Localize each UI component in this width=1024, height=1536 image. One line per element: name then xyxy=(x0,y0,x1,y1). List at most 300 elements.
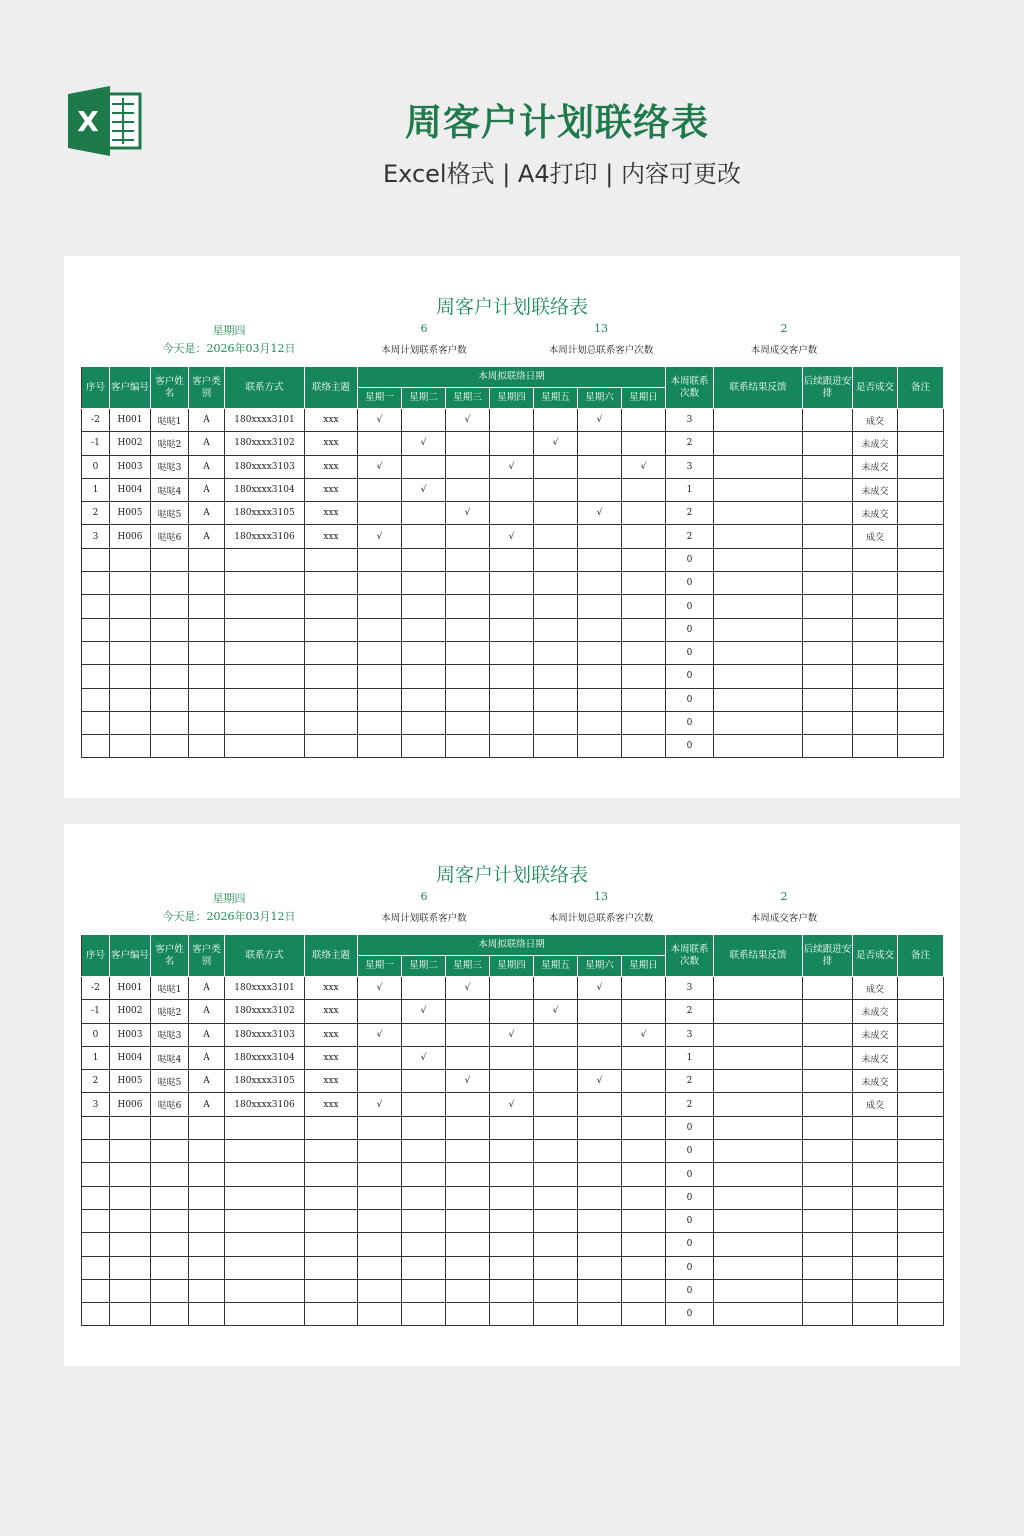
type-cell xyxy=(189,1303,225,1326)
day-mark-cell xyxy=(534,1023,578,1046)
day-mark-cell xyxy=(490,1070,534,1093)
day-mark-cell xyxy=(446,665,490,688)
day-mark-cell: √ xyxy=(622,455,666,478)
day-mark-cell xyxy=(402,548,446,571)
day-mark-cell xyxy=(446,548,490,571)
day-mark-cell xyxy=(446,1093,490,1116)
day-mark-cell xyxy=(358,1070,402,1093)
topic-cell: xxx xyxy=(305,1093,358,1116)
col-feedback: 联系结果反馈 xyxy=(714,935,803,977)
col-count: 本周联系次数 xyxy=(666,367,714,409)
topic-cell xyxy=(305,711,358,734)
deal-cell xyxy=(853,572,898,595)
day-mark-cell xyxy=(578,1233,622,1256)
seq-cell: 3 xyxy=(82,1093,110,1116)
col-day: 星期三 xyxy=(446,956,490,977)
col-day: 星期日 xyxy=(622,388,666,409)
contact-cell: 180xxxx3103 xyxy=(225,455,305,478)
day-mark-cell xyxy=(446,1256,490,1279)
day-mark-cell xyxy=(402,502,446,525)
day-mark-cell xyxy=(578,1163,622,1186)
day-mark-cell xyxy=(402,665,446,688)
topic-cell xyxy=(305,1303,358,1326)
col-name: 客户姓名 xyxy=(151,367,189,409)
day-mark-cell xyxy=(402,1023,446,1046)
day-mark-cell xyxy=(622,1163,666,1186)
code-cell xyxy=(110,572,151,595)
day-mark-cell xyxy=(534,1186,578,1209)
day-mark-cell xyxy=(446,711,490,734)
table-row xyxy=(82,595,944,618)
remark-cell xyxy=(898,1279,944,1302)
code-cell xyxy=(110,735,151,758)
name-cell xyxy=(151,641,189,664)
day-mark-cell: √ xyxy=(446,409,490,432)
remark-cell xyxy=(898,478,944,501)
seq-cell xyxy=(82,1116,110,1139)
table-row xyxy=(82,977,944,1000)
day-mark-cell xyxy=(578,735,622,758)
day-mark-cell xyxy=(622,711,666,734)
type-cell: A xyxy=(189,432,225,455)
feedback-cell xyxy=(714,409,803,432)
seq-cell: -1 xyxy=(82,1000,110,1023)
name-cell xyxy=(151,572,189,595)
day-mark-cell xyxy=(402,1209,446,1232)
topic-cell xyxy=(305,665,358,688)
remark-cell xyxy=(898,1163,944,1186)
contact-cell xyxy=(225,1140,305,1163)
day-mark-cell xyxy=(402,1093,446,1116)
day-mark-cell xyxy=(622,1046,666,1069)
day-mark-cell xyxy=(358,1303,402,1326)
code-cell: H006 xyxy=(110,525,151,548)
code-cell xyxy=(110,595,151,618)
seq-cell: -1 xyxy=(82,432,110,455)
name-cell xyxy=(151,665,189,688)
day-mark-cell xyxy=(358,1140,402,1163)
code-cell: H001 xyxy=(110,977,151,1000)
remark-cell xyxy=(898,618,944,641)
topic-cell xyxy=(305,1116,358,1139)
day-mark-cell xyxy=(490,595,534,618)
day-mark-cell xyxy=(622,1140,666,1163)
col-name: 客户姓名 xyxy=(151,935,189,977)
deal-cell xyxy=(853,548,898,571)
contact-cell xyxy=(225,1163,305,1186)
feedback-cell xyxy=(714,1303,803,1326)
name-cell xyxy=(151,1279,189,1302)
followup-cell xyxy=(803,688,853,711)
day-mark-cell xyxy=(446,1303,490,1326)
contact-cell xyxy=(225,595,305,618)
contact-cell xyxy=(225,1256,305,1279)
day-mark-cell xyxy=(402,1186,446,1209)
col-topic: 联络主题 xyxy=(305,935,358,977)
planned-contacts-value: 13 xyxy=(594,322,608,335)
day-mark-cell xyxy=(402,1140,446,1163)
followup-cell xyxy=(803,572,853,595)
feedback-cell xyxy=(714,525,803,548)
topic-cell: xxx xyxy=(305,432,358,455)
day-mark-cell xyxy=(490,1303,534,1326)
contact-cell xyxy=(225,1233,305,1256)
day-mark-cell xyxy=(534,735,578,758)
remark-cell xyxy=(898,688,944,711)
table-row xyxy=(82,1163,944,1186)
day-mark-cell xyxy=(622,1000,666,1023)
feedback-cell xyxy=(714,665,803,688)
day-mark-cell xyxy=(578,688,622,711)
count-cell: 0 xyxy=(666,1233,714,1256)
followup-cell xyxy=(803,1116,853,1139)
day-mark-cell xyxy=(446,618,490,641)
remark-cell xyxy=(898,1209,944,1232)
count-cell: 3 xyxy=(666,455,714,478)
code-cell xyxy=(110,618,151,641)
followup-cell xyxy=(803,478,853,501)
planned-contacts-label: 本周计划总联系客户次数 xyxy=(548,345,654,356)
remark-cell xyxy=(898,1023,944,1046)
feedback-cell xyxy=(714,1163,803,1186)
day-mark-cell xyxy=(358,711,402,734)
feedback-cell xyxy=(714,711,803,734)
day-mark-cell xyxy=(534,525,578,548)
code-cell xyxy=(110,1279,151,1302)
day-mark-cell xyxy=(402,409,446,432)
day-mark-cell xyxy=(534,1070,578,1093)
table-row xyxy=(82,641,944,664)
deal-cell xyxy=(853,711,898,734)
type-cell xyxy=(189,572,225,595)
day-mark-cell xyxy=(578,525,622,548)
followup-cell xyxy=(803,1093,853,1116)
sheet-2 xyxy=(64,824,960,1366)
type-cell: A xyxy=(189,977,225,1000)
remark-cell xyxy=(898,1000,944,1023)
day-mark-cell: √ xyxy=(490,525,534,548)
deal-cell xyxy=(853,735,898,758)
contact-cell: 180xxxx3104 xyxy=(225,1046,305,1069)
deal-cell xyxy=(853,641,898,664)
day-mark-cell xyxy=(622,525,666,548)
remark-cell xyxy=(898,432,944,455)
day-mark-cell xyxy=(490,688,534,711)
name-cell xyxy=(151,735,189,758)
type-cell: A xyxy=(189,478,225,501)
day-mark-cell xyxy=(622,595,666,618)
code-cell xyxy=(110,1233,151,1256)
type-cell xyxy=(189,665,225,688)
day-mark-cell: √ xyxy=(490,1093,534,1116)
col-day: 星期日 xyxy=(622,956,666,977)
name-cell: 哒哒6 xyxy=(151,1093,189,1116)
day-mark-cell xyxy=(578,1000,622,1023)
seq-cell: 2 xyxy=(82,502,110,525)
day-mark-cell: √ xyxy=(446,1070,490,1093)
day-mark-cell xyxy=(534,1279,578,1302)
name-cell: 哒哒4 xyxy=(151,478,189,501)
count-cell: 0 xyxy=(666,735,714,758)
seq-cell xyxy=(82,641,110,664)
contact-cell xyxy=(225,711,305,734)
day-mark-cell xyxy=(358,618,402,641)
col-day: 星期一 xyxy=(358,956,402,977)
day-mark-cell xyxy=(446,1209,490,1232)
name-cell xyxy=(151,1209,189,1232)
contact-cell: 180xxxx3101 xyxy=(225,977,305,1000)
day-mark-cell: √ xyxy=(358,1093,402,1116)
topic-cell xyxy=(305,735,358,758)
col-topic: 联络主题 xyxy=(305,367,358,409)
deal-cell: 未成交 xyxy=(853,1000,898,1023)
day-mark-cell xyxy=(358,502,402,525)
code-cell: H006 xyxy=(110,1093,151,1116)
followup-cell xyxy=(803,1186,853,1209)
day-mark-cell xyxy=(490,711,534,734)
deal-cell: 未成交 xyxy=(853,478,898,501)
seq-cell xyxy=(82,1303,110,1326)
deal-cell: 成交 xyxy=(853,409,898,432)
day-mark-cell xyxy=(446,525,490,548)
table-row xyxy=(82,1023,944,1046)
name-cell: 哒哒3 xyxy=(151,455,189,478)
table-row xyxy=(82,1070,944,1093)
day-mark-cell xyxy=(446,455,490,478)
feedback-cell xyxy=(714,641,803,664)
contact-cell xyxy=(225,548,305,571)
remark-cell xyxy=(898,1046,944,1069)
remark-cell xyxy=(898,665,944,688)
table-row xyxy=(82,1046,944,1069)
day-mark-cell xyxy=(446,572,490,595)
followup-cell xyxy=(803,665,853,688)
day-mark-cell xyxy=(490,1233,534,1256)
seq-cell xyxy=(82,1279,110,1302)
code-cell xyxy=(110,1140,151,1163)
day-mark-cell xyxy=(578,478,622,501)
day-mark-cell: √ xyxy=(446,502,490,525)
code-cell: H003 xyxy=(110,1023,151,1046)
feedback-cell xyxy=(714,1279,803,1302)
contact-cell: 180xxxx3106 xyxy=(225,525,305,548)
code-cell: H003 xyxy=(110,455,151,478)
today-label: 今天是：2026年03月12日 xyxy=(162,342,296,355)
day-mark-cell xyxy=(578,455,622,478)
type-cell xyxy=(189,735,225,758)
name-cell xyxy=(151,595,189,618)
contact-cell: 180xxxx3102 xyxy=(225,1000,305,1023)
day-mark-cell xyxy=(402,641,446,664)
day-mark-cell xyxy=(622,1093,666,1116)
day-mark-cell: √ xyxy=(578,1070,622,1093)
day-mark-cell xyxy=(358,641,402,664)
day-mark-cell xyxy=(534,595,578,618)
day-mark-cell xyxy=(534,665,578,688)
deal-cell: 成交 xyxy=(853,1093,898,1116)
count-cell: 0 xyxy=(666,618,714,641)
code-cell xyxy=(110,641,151,664)
feedback-cell xyxy=(714,595,803,618)
feedback-cell xyxy=(714,1186,803,1209)
name-cell xyxy=(151,711,189,734)
col-followup: 后续跟进安排 xyxy=(803,935,853,977)
day-mark-cell xyxy=(622,641,666,664)
day-mark-cell xyxy=(622,548,666,571)
day-mark-cell xyxy=(534,1209,578,1232)
day-mark-cell: √ xyxy=(534,1000,578,1023)
feedback-cell xyxy=(714,977,803,1000)
topic-cell xyxy=(305,1163,358,1186)
code-cell xyxy=(110,711,151,734)
day-mark-cell xyxy=(622,618,666,641)
contact-cell xyxy=(225,618,305,641)
day-mark-cell: √ xyxy=(534,432,578,455)
followup-cell xyxy=(803,409,853,432)
day-mark-cell xyxy=(622,1256,666,1279)
day-mark-cell xyxy=(490,1279,534,1302)
seq-cell: 0 xyxy=(82,1023,110,1046)
planned-customers-label: 本周计划联系客户数 xyxy=(381,913,467,924)
day-mark-cell xyxy=(622,409,666,432)
contact-cell xyxy=(225,1186,305,1209)
name-cell xyxy=(151,1163,189,1186)
day-mark-cell xyxy=(578,1023,622,1046)
day-mark-cell: √ xyxy=(490,1023,534,1046)
day-mark-cell xyxy=(446,1140,490,1163)
sheet-title: 周客户计划联络表 xyxy=(435,296,588,318)
topic-cell xyxy=(305,1209,358,1232)
remark-cell xyxy=(898,711,944,734)
day-mark-cell xyxy=(534,478,578,501)
day-mark-cell xyxy=(622,1070,666,1093)
day-mark-cell xyxy=(358,1256,402,1279)
type-cell: A xyxy=(189,1046,225,1069)
col-deal: 是否成交 xyxy=(853,367,898,409)
day-mark-cell: √ xyxy=(402,432,446,455)
seq-cell xyxy=(82,665,110,688)
planned-customers-value: 6 xyxy=(420,322,428,335)
contact-cell xyxy=(225,665,305,688)
remark-cell xyxy=(898,735,944,758)
day-mark-cell xyxy=(534,502,578,525)
contact-cell xyxy=(225,1303,305,1326)
feedback-cell xyxy=(714,432,803,455)
followup-cell xyxy=(803,1303,853,1326)
count-cell: 0 xyxy=(666,665,714,688)
type-cell xyxy=(189,1233,225,1256)
day-mark-cell xyxy=(578,665,622,688)
deal-cell xyxy=(853,1279,898,1302)
table-row xyxy=(82,1303,944,1326)
feedback-cell xyxy=(714,735,803,758)
deal-cell xyxy=(853,1209,898,1232)
followup-cell xyxy=(803,1046,853,1069)
type-cell: A xyxy=(189,525,225,548)
count-cell: 0 xyxy=(666,1303,714,1326)
day-mark-cell xyxy=(534,977,578,1000)
name-cell: 哒哒4 xyxy=(151,1046,189,1069)
remark-cell xyxy=(898,1303,944,1326)
topic-cell xyxy=(305,548,358,571)
day-mark-cell xyxy=(402,1116,446,1139)
type-cell: A xyxy=(189,409,225,432)
day-mark-cell xyxy=(622,432,666,455)
day-mark-cell xyxy=(534,572,578,595)
type-cell xyxy=(189,641,225,664)
table-row xyxy=(82,409,944,432)
seq-cell xyxy=(82,618,110,641)
day-mark-cell xyxy=(446,1046,490,1069)
topic-cell xyxy=(305,1279,358,1302)
topic-cell: xxx xyxy=(305,409,358,432)
planned-contacts-label: 本周计划总联系客户次数 xyxy=(548,913,654,924)
count-cell: 0 xyxy=(666,1116,714,1139)
seq-cell xyxy=(82,1209,110,1232)
day-mark-cell xyxy=(622,1233,666,1256)
day-mark-cell xyxy=(490,1000,534,1023)
seq-cell xyxy=(82,688,110,711)
seq-cell: 1 xyxy=(82,478,110,501)
type-cell xyxy=(189,548,225,571)
followup-cell xyxy=(803,595,853,618)
table-row xyxy=(82,1279,944,1302)
day-mark-cell: √ xyxy=(358,1023,402,1046)
code-cell: H002 xyxy=(110,1000,151,1023)
name-cell: 哒哒2 xyxy=(151,1000,189,1023)
day-mark-cell xyxy=(358,1046,402,1069)
col-plan-dates: 本周拟联络日期 xyxy=(358,935,666,956)
remark-cell xyxy=(898,409,944,432)
day-mark-cell: √ xyxy=(622,1023,666,1046)
topic-cell xyxy=(305,688,358,711)
name-cell: 哒哒6 xyxy=(151,525,189,548)
day-mark-cell xyxy=(490,432,534,455)
count-cell: 0 xyxy=(666,1256,714,1279)
sheet-title: 周客户计划联络表 xyxy=(435,864,588,886)
planned-customers-label: 本周计划联系客户数 xyxy=(381,345,467,356)
type-cell xyxy=(189,1256,225,1279)
type-cell: A xyxy=(189,502,225,525)
day-mark-cell xyxy=(490,1256,534,1279)
feedback-cell xyxy=(714,1023,803,1046)
col-day: 星期六 xyxy=(578,956,622,977)
day-mark-cell xyxy=(446,641,490,664)
table-row xyxy=(82,455,944,478)
day-mark-cell xyxy=(402,1303,446,1326)
day-mark-cell xyxy=(622,572,666,595)
table-row xyxy=(82,711,944,734)
day-mark-cell xyxy=(534,618,578,641)
deal-cell xyxy=(853,1163,898,1186)
day-mark-cell xyxy=(578,641,622,664)
topic-cell: xxx xyxy=(305,1070,358,1093)
name-cell xyxy=(151,1116,189,1139)
deal-cell xyxy=(853,1256,898,1279)
day-mark-cell xyxy=(534,548,578,571)
type-cell xyxy=(189,1140,225,1163)
contact-cell: 180xxxx3103 xyxy=(225,1023,305,1046)
excel-icon-letter: X xyxy=(77,105,99,138)
contact-cell xyxy=(225,1116,305,1139)
day-mark-cell xyxy=(490,502,534,525)
day-mark-cell xyxy=(446,1186,490,1209)
deal-cell xyxy=(853,1303,898,1326)
day-mark-cell xyxy=(534,1140,578,1163)
col-contact: 联系方式 xyxy=(225,935,305,977)
feedback-cell xyxy=(714,478,803,501)
followup-cell xyxy=(803,641,853,664)
